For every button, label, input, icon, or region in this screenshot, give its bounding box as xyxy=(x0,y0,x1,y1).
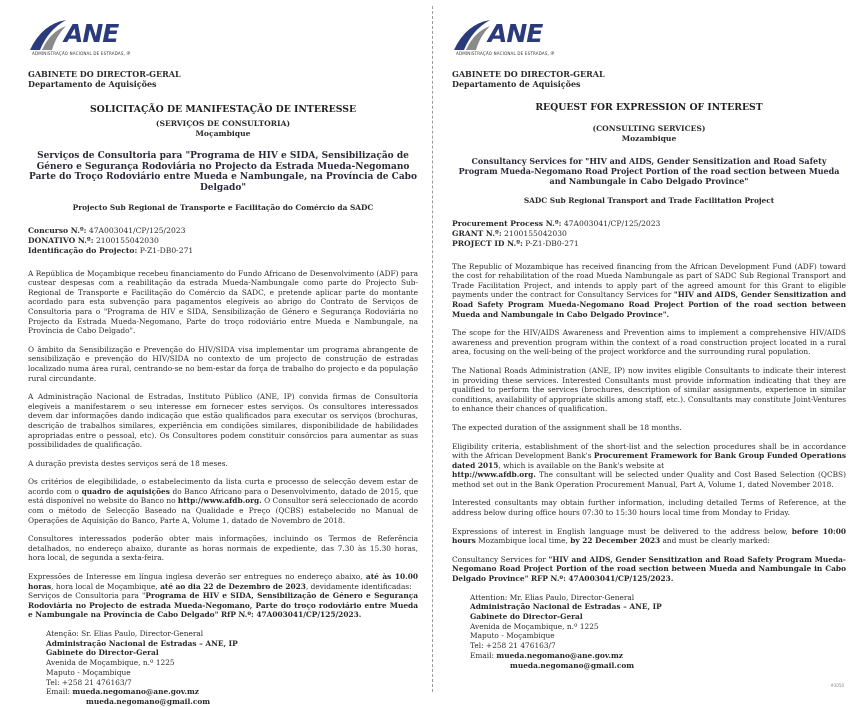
email-link[interactable]: mueda.negomano@gmail.com xyxy=(86,696,211,706)
org-block xyxy=(452,69,846,89)
ref-label: Identificação do Projecto: xyxy=(28,246,138,256)
reference-block xyxy=(452,219,846,250)
paragraph: Os critérios de elegibilidade, o estabelecimento da lista curta e processo de selecção devem estar de acordo com o quadro de aquisições do Banco Africano para o Desenvolvimento, datado de 2015, que está disponível no website do Banco no http://www.afdb.org. O Consultor será seleccionado de acordo com o método de Selecção Baseado na Qualidade e Preço (QCBS) estabelecido no Manual de Operações de Aquisição do Banco, Parte A, Volume 1, datado de Novembro de 2018. xyxy=(28,477,418,525)
notice-subtitle xyxy=(28,119,418,138)
org-block xyxy=(28,69,418,89)
portuguese-column xyxy=(28,0,418,707)
ref-value: P-Z1-DB0-271 xyxy=(525,239,579,249)
ref-value: 47A003041/CP/125/2023 xyxy=(88,226,186,235)
ref-label: PROJECT ID N.º: xyxy=(452,239,523,249)
ref-value: 2100155042030 xyxy=(504,229,567,239)
project-name: Projecto Sub Regional de Transporte e Facilitação do Comércio da SADC xyxy=(72,203,374,212)
org-line-1: GABINETE DO DIRECTOR-GERAL xyxy=(452,69,605,79)
service-title: Serviços de Consultoria para "Programa de HIV e SIDA, Sensibilização de Género e Segurança Rodoviária no Projecto da Estrada Mueda-Negomano Parte do Troço Rodoviário entre Mueda e Nambungale, na Província de Cabo Delgado" xyxy=(29,151,417,193)
english-column xyxy=(452,0,846,670)
paragraph: Serviços de Consultoria para "Programa de HIV e SIDA, Sensibilização de Género e Segurança Rodoviária no Projecto de estrada Mueda-Negomano, Parte do troço rodoviário entre Mueda e Nambungale na Província de Cabo Delgado" RfP N.º: 47A003041/CP/125/2023. xyxy=(28,591,419,620)
notice-title: REQUEST FOR EXPRESSION OF INTEREST xyxy=(535,102,763,113)
logo-subtitle: ADMINISTRAÇÃO NACIONAL DE ESTRADAS, IP xyxy=(32,51,131,56)
logo-subtitle: ADMINISTRAÇÃO NACIONAL DE ESTRADAS, IP xyxy=(456,51,555,56)
paragraph: The Republic of Mozambique has received financing from the African Development Fund (ADF) toward the cost for rehabilitation of the road Mueda Nambungale as part of SADC Sub Regional Transport and Trade Facilitation Project, and intends to apply part of the agreed amount for this Grant to eligible payments under the contract for Consultancy Services for "HIV and AIDS, Gender Sensitization and Road Safety Program Mueda-Negomano Road Project Portion of the road section between Mueda and Nambungale in Cabo Delgado Province". xyxy=(452,261,847,319)
road-swoosh-icon xyxy=(28,18,68,52)
ane-logo xyxy=(452,0,846,60)
ref-value: 2100155042030 xyxy=(95,236,159,246)
contact-block: Attention: Mr. Elias Paulo, Director-General Administração Nacional de Estradas – ANE, IP Gabinete do Director-Geral Avenida de Moçambique, n.º 1225 Maputo - Moçambique Tel: +258 21 476163/7 Email: mueda.negomano@ane.gov.mz mueda.negomano@gmail.com xyxy=(470,592,662,670)
org-line-1: GABINETE DO DIRECTOR-GERAL xyxy=(28,69,181,79)
paragraph: O âmbito da Sensibilização e Prevenção do HIV/SIDA visa implementar um programa abrangente de sensibilização e prevenção do HIV/SIDA no contexto de um projecto de construção de estradas localizado numa área rural, centrando-se no bem-estar da força de trabalho do projecto e da população rural circundante. xyxy=(28,344,418,383)
ref-label: Procurement Process N.º: xyxy=(452,219,562,228)
paragraph: The expected duration of the assignment shall be 18 months. xyxy=(452,422,682,432)
service-title: Consultancy Services for "HIV and AIDS, Gender Sensitization and Road Safety Program Mueda-Negomano Road Project Portion of the road section between Mueda and Nambungale in Cabo Delgado Province" xyxy=(458,156,840,186)
ref-value: P-Z1-DB0-271 xyxy=(139,246,194,256)
subtitle-services: (CONSULTING SERVICES) xyxy=(592,124,706,133)
notice-subtitle xyxy=(452,124,846,143)
ref-value: 47A003041/CP/125/2023 xyxy=(563,219,661,228)
paragraph: The National Roads Administration (ANE, IP) now invites eligible Consultants to indicate their interest in providing these services. Interested Consultants must provide information indicating that they are qualified to perform the services (brochures, description of similar assignments, experience in similar conditions, availability of appropriate skills among staff, etc.). Consultants may constitute Joint-Ventures to enhance their chances of qualification. xyxy=(452,365,846,414)
ref-label: Concurso N.º: xyxy=(28,226,87,235)
paragraph: A República de Moçambique recebeu financiamento do Fundo Africano de Desenvolvimento (ADF) para custear despesas com a reabilitação da estrada Mueda-Nambungale como parte do Projecto Sub-Regional de Transporte e Facilitação do Comércio da SADC, e pretende aplicar parte do montante acordado para esta subvenção para pagamentos elegíveis ao abrigo do Contrato de Serviços de Consultoria para o "Programa de HIV e SIDA, Sensibilização de Género e Segurança Rodoviária no Projecto da Estrada Mueda-Negomano, Parte do troço rodoviário entre Mueda e Nambungale, na Província de Cabo Delgado". xyxy=(28,268,418,336)
logo-text: ANE xyxy=(64,19,119,48)
column-divider xyxy=(432,6,433,692)
contact-block: Atenção: Sr. Elias Paulo, Director-General Administração Nacional de Estradas – ANE, IP Gabinete do Director-Geral Avenida de Moçambique, n.º 1225 Maputo - Moçambique Tel: +258 21 476163/7 Email: mueda.negomano@ane.gov.mz mueda.negomano@gmail.com xyxy=(46,629,238,706)
paragraph: Consultores interessados poderão obter mais informações, incluindo os Termos de Referência detalhados, no endereço abaixo, durante as horas normais de expediente, das 7.30 às 15.30 horas, hora local, de segunda a sexta-feira. xyxy=(28,534,418,563)
subtitle-country: Mozambique xyxy=(621,133,677,143)
org-line-2: Departamento de Aquisições xyxy=(28,79,157,89)
logo-text: ANE xyxy=(488,19,543,48)
subtitle-country: Moçambique xyxy=(195,128,251,138)
paragraph: Expressões de Interesse em língua inglesa deverão ser entregues no endereço abaixo, até às 10.00 horas, hora local de Moçambique, até ao dia 22 de Dezembro de 2023, devidamente identificadas: xyxy=(28,572,418,591)
ref-label: DONATIVO N.º: xyxy=(28,236,94,246)
org-line-2: Departamento de Aquisições xyxy=(452,79,581,89)
paragraph: Consultancy Services for "HIV and AIDS, Gender Sensitization and Road Safety Program Mueda-Negomano Road Project Portion of the road section between Mueda and Nambungale in Cabo Delgado Province" RFP N.º: 47A003041/CP/125/2023. xyxy=(452,554,846,584)
paragraph: Interested consultants may obtain further information, including detailed Terms of Reference, at the address below during office hours 07:30 to 15:30 hours local time from Monday to Friday. xyxy=(452,498,846,518)
subtitle-services: (SERVIÇOS DE CONSULTORIA) xyxy=(155,119,291,128)
paragraph: A duração prevista destes serviços será de 18 meses. xyxy=(28,458,228,468)
paragraph: A Administração Nacional de Estradas, Instituto Público (ANE, IP) convida firmas de Consultoria elegíveis a manifestarem o seu interesse em fornecer estes serviços. Os consultores interessados devem dar informações dando indicação que estão qualificados para executar os serviços (brochuras, descrição de trabalhos similares, experiência em condições similares, disponibilidade de habilidades apropriadas entre o pessoal, etc). Os Consultores podem constituir consórcios para aumentar as suas possibilidades de qualificação. xyxy=(28,392,418,450)
ane-logo xyxy=(28,0,418,60)
email-link[interactable]: mueda.negomano@ane.gov.mz xyxy=(72,687,199,697)
ref-label: GRANT N.º: xyxy=(452,229,502,239)
project-name: SADC Sub Regional Transport and Trade Facilitation Project xyxy=(523,196,775,205)
page-code: #3050 xyxy=(830,683,844,688)
paragraph: The scope for the HIV/AIDS Awareness and Prevention aims to implement a comprehensive HIV/AIDS awareness and prevention program within the context of a road construction project located in a rural area, focusing on the well-being of the project workforce and the surrounding rural population. xyxy=(452,328,846,357)
road-swoosh-icon xyxy=(452,18,492,52)
paragraph: Eligibility criteria, establishment of the short-list and the selection procedures shall be in accordance with the African Development Bank's Procurement Framework for Bank Group Funded Operations dated 2015, which is available on the Bank's website at http://www.afdb.org. The consultant will be selected under Quality and Cost Based Selection (QCBS) method set out in the Bank Operation Procurement Manual, Part A, Volume 1, dated November 2018. xyxy=(452,441,846,489)
notice-title: SOLICITAÇÃO DE MANIFESTAÇÃO DE INTERESSE xyxy=(89,104,357,115)
paragraph: Expressions of interest in English language must be delivered to the address below, before 10:00 hours Mozambique local time, by 22 December 2023 and must be clearly marked: xyxy=(452,526,846,546)
reference-block xyxy=(28,226,418,257)
email-link[interactable]: mueda.negomano@gmail.com xyxy=(510,660,635,670)
email-link[interactable]: mueda.negomano@ane.gov.mz xyxy=(496,650,623,660)
